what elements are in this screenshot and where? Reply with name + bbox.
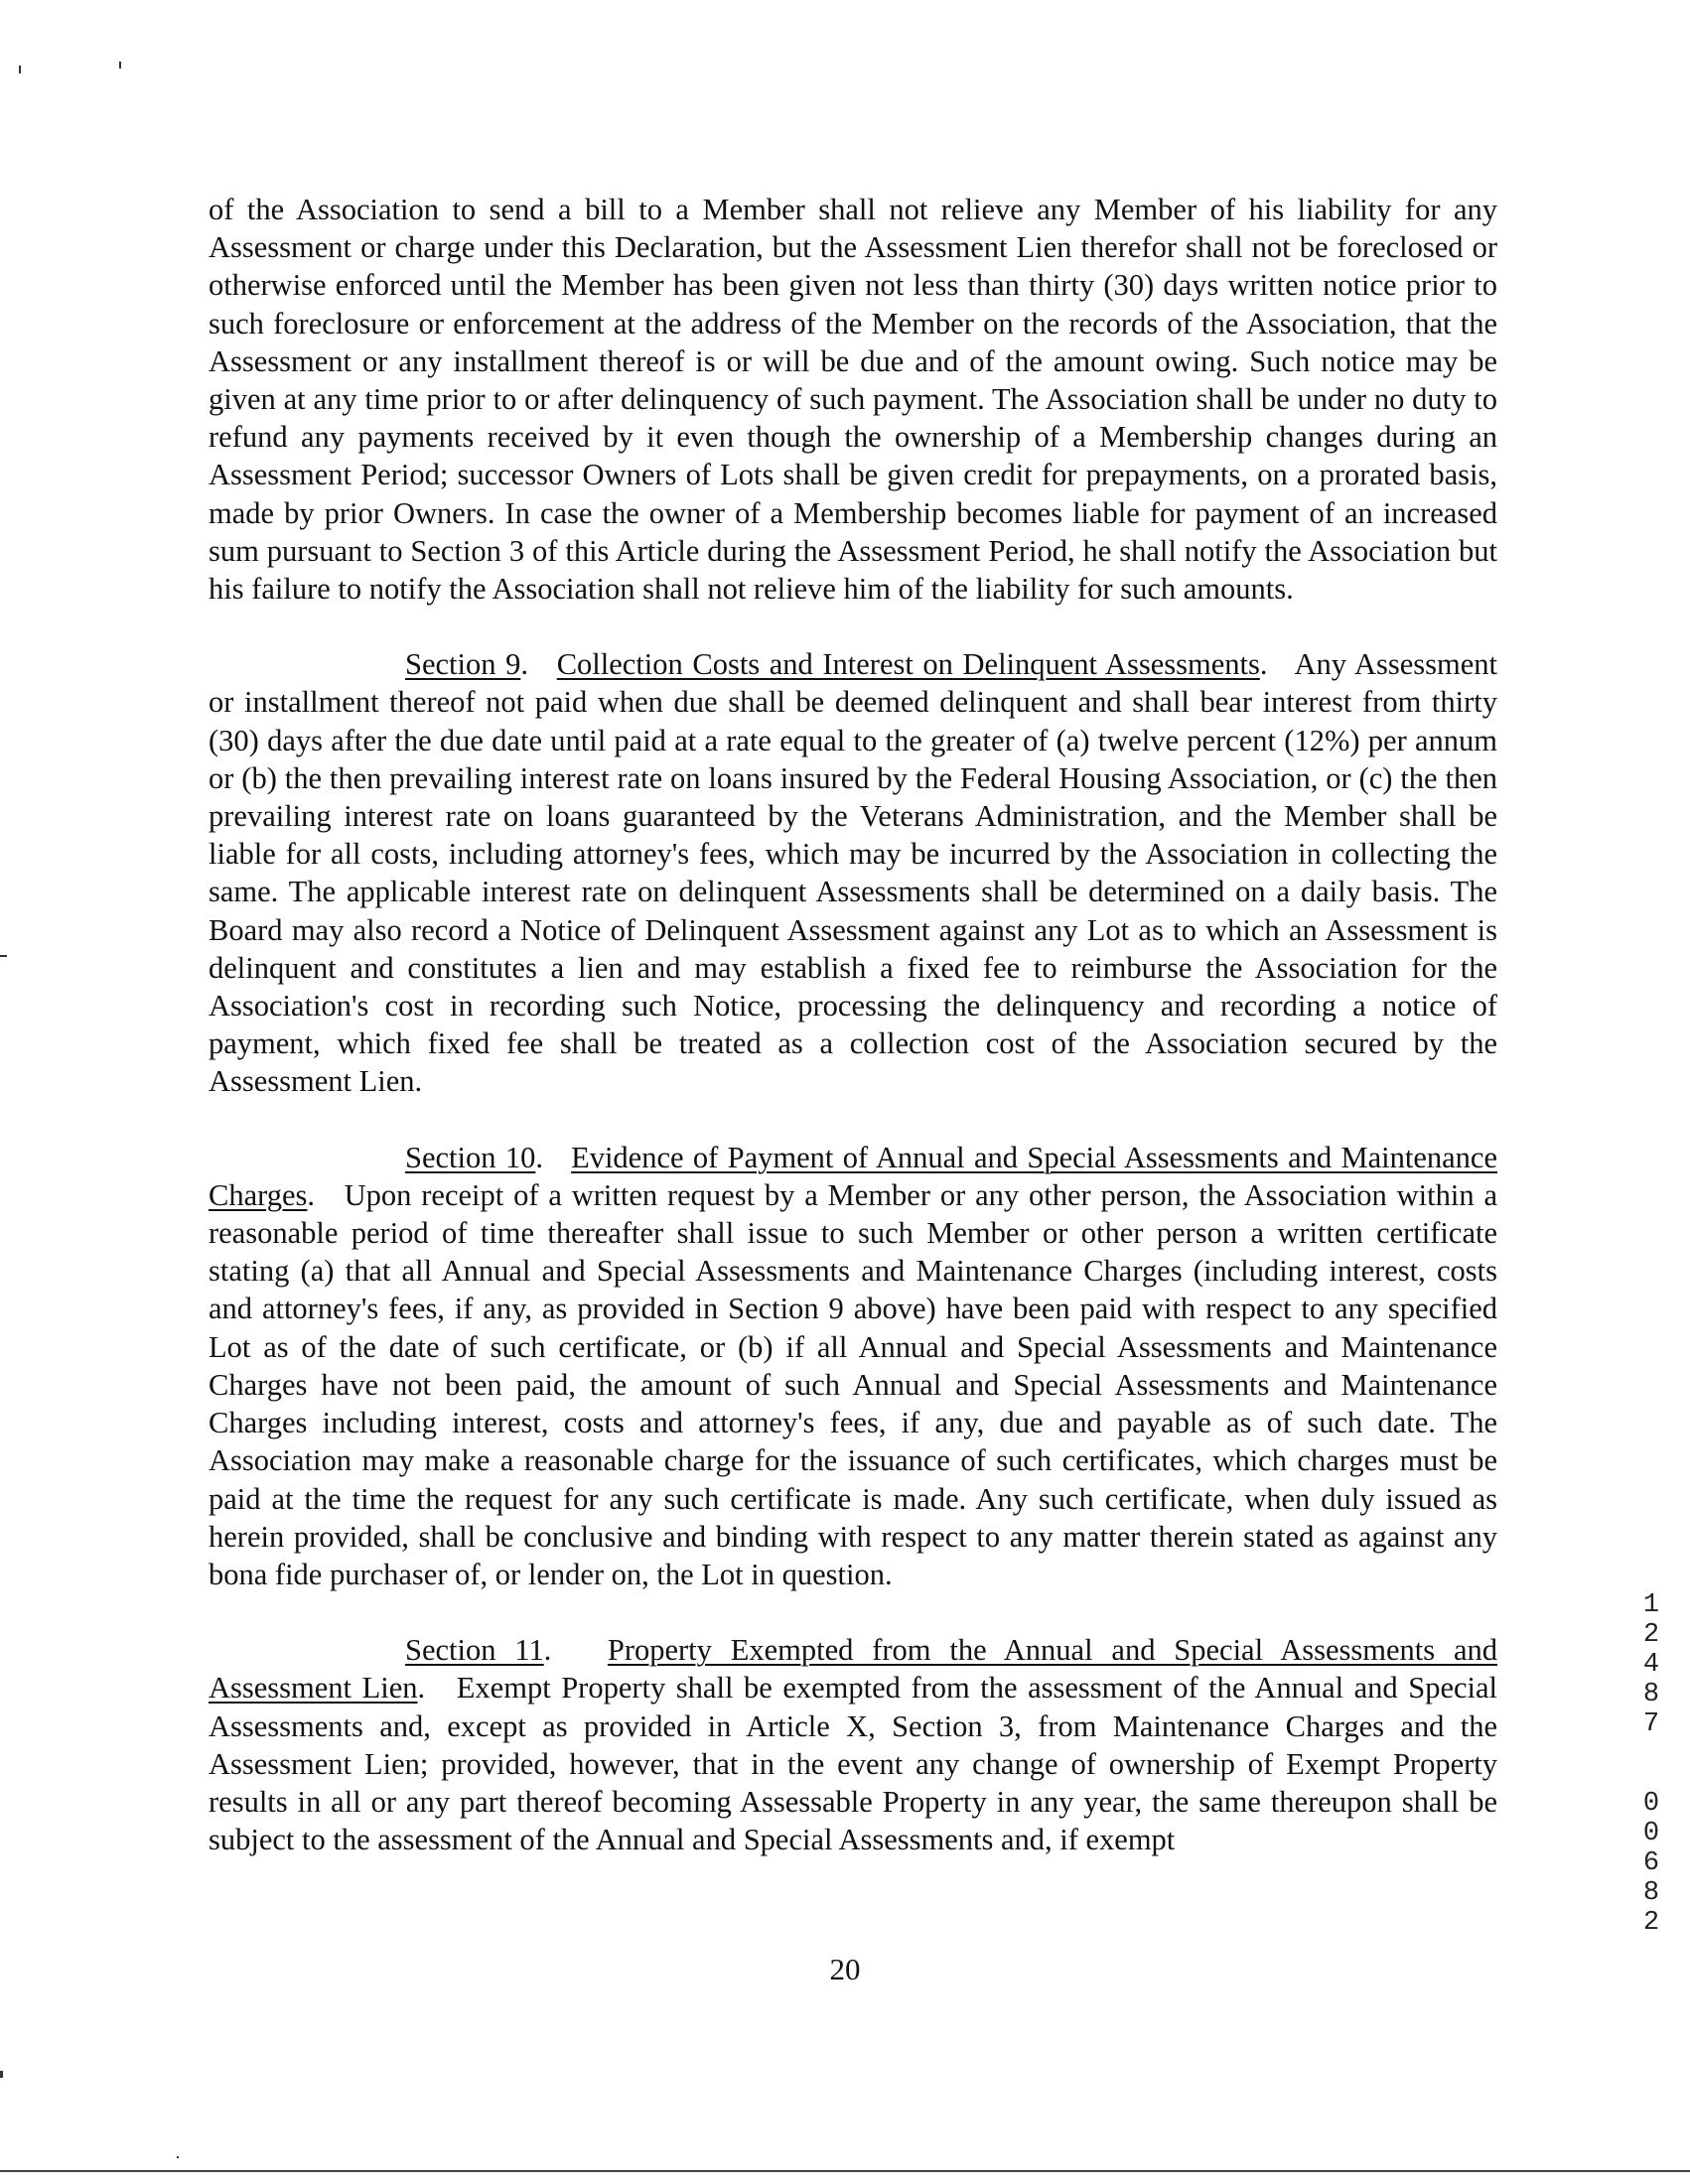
document-body [209,191,1497,1896]
section-label: Section 11 [405,1633,544,1668]
stamp-digit: 6 [1642,1848,1660,1878]
stamp-digit: 2 [1642,1908,1660,1938]
section-9-paragraph: Section 9. Collection Costs and Interest on Delinquent Assessments. Any Assessment or installment thereof not paid when due shall be deemed delinquent and shall bear interest from thirty (30) days after the due date until paid at a rate equal to the greater of (a) twelve percent (12%) per annum or (b) the then prevailing interest rate on loans insured by the Federal Housing Association, or (c) the then prevailing interest rate on loans guaranteed by the Veterans Administration, and the Member shall be liable for all costs, including attorney's fees, which may be incurred by the Association in collecting the same. The applicable interest rate on delinquent Assessments shall be determined on a daily basis. The Board may also record a Notice of Delinquent Assessment against any Lot as to which an Assessment is delinquent and constitutes a lien and may establish a fixed fee to reimburse the Association for the Association's cost in recording such Notice, processing the delinquency and recording a notice of payment, which fixed fee shall be treated as a collection cost of the Association secured by the Assessment Lien. [209,647,1497,1099]
stamp-digit: 2 [1642,1620,1660,1650]
scan-mark [0,2071,3,2078]
paragraph-text: Any Assessment or installment thereof not paid when due shall be deemed delinquent and shall bear interest from thirty (30) days after the due date until paid at a rate equal to the greater of (a) twelve percent (12%) per annum or (b) the then prevailing interest rate on loans insured by the Federal Housing Association, or (c) the then prevailing interest rate on loans guaranteed by the Veterans Administration, and the Member shall be liable for all costs, including attorney's fees, which may be incurred by the Association in collecting the same. The applicable interest rate on delinquent Assessments shall be determined on a daily basis. The Board may also record a Notice of Delinquent Assessment against any Lot as to which an Assessment is delinquent and constitutes a lien and may establish a fixed fee to reimburse the Association for the Association's cost in recording such Notice, processing the delinquency and recording a notice of payment, which fixed fee shall be treated as a collection cost of the Association secured by the Assessment Lien. [209,647,1497,1099]
page-bottom-edge [0,2170,1690,2172]
section-heading: Collection Costs and Interest on Delinquent Assessments [556,647,1260,682]
stamp-digit: 0 [1642,1819,1660,1848]
stamp-digit: 7 [1642,1709,1660,1739]
scan-mark [119,62,121,68]
scan-mark [0,955,7,957]
section-heading: Property Exempted from the Annual and Special Assessments and Assessment Lien [209,1633,1498,1706]
stamp-digit: 4 [1642,1650,1660,1680]
stamp-digit: 8 [1642,1878,1660,1908]
scan-mark [177,2156,179,2158]
section-heading: Evidence of Payment of Annual and Special Assessments and Maintenance Charges [209,1140,1498,1212]
section-label: Section 9 [405,647,521,682]
recording-stamp [1636,1590,1666,1938]
section-11-paragraph: Section 11. Property Exempted from the Annual and Special Assessments and Assessment Lien. Exempt Property shall be exempted from the assessment of the Annual and Special Assessments and, except as provided in Article X, Section 3, from Maintenance Charges and the Assessment Lien; provided, however, that in the event any change of ownership of Exempt Property results in all or any part thereof becoming Assessable Property in any year, the same thereupon shall be subject to the assessment of the Annual and Special Assessments and, if exempt [209,1633,1498,1857]
stamp-digit: 0 [1642,1789,1660,1819]
paragraph-text: Upon receipt of a written request by a Member or any other person, the Association within a reasonable period of time thereafter shall issue to such Member or other person a written certificate stating (a) that all Annual and Special Assessments and Maintenance Charges (including interest, costs and attorney's fees, if any, as provided in Section 9 above) have been paid with respect to any specified Lot as of the date of such certificate, or (b) if all Annual and Special Assessments and Maintenance Charges have not been paid, the amount of such Annual and Special Assessments and Maintenance Charges including interest, costs and attorney's fees, if any, due and payable as of such date. The Association may make a reasonable charge for the issuance of such certificates, which charges must be paid at the time the request for any such certificate is made. Any such certificate, when duly issued as herein provided, shall be conclusive and binding with respect to any matter therein stated as against any bona fide purchaser of, or lender on, the Lot in question. [209,1177,1497,1591]
paragraph-text: of the Association to send a bill to a Member shall not relieve any Member of his liability for any Assessment or charge under this Declaration, but the Assessment Lien therefor shall not be foreclosed or otherwise enforced until the Member has been given not less than thirty (30) days written notice prior to such foreclosure or enforcement at the address of the Member on the records of the Association, that the Assessment or any installment thereof is or will be due and of the amount owing. Such notice may be given at any time prior to or after delinquency of such payment. The Association shall be under no duty to refund any payments received by it even though the ownership of a Membership changes during an Assessment Period; successor Owners of Lots shall be given credit for prepayments, on a prorated basis, made by prior Owners. In case the owner of a Membership becomes liable for payment of an increased sum pursuant to Section 3 of this Article during the Assessment Period, he shall notify the Association but his failure to notify the Association shall not relieve him of the liability for such amounts. [209,193,1497,607]
continuation-paragraph [209,191,1497,608]
page-number: 20 [829,1952,861,1986]
stamp-digit: 8 [1642,1680,1660,1709]
paragraph-text: Exempt Property shall be exempted from the assessment of the Annual and Special Assessments and, except as provided in Article X, Section 3, from Maintenance Charges and the Assessment Lien; provided, however, that in the event any change of ownership of Exempt Property results in all or any part thereof becoming Assessable Property in any year, the same thereupon shall be subject to the assessment of the Annual and Special Assessments and, if exempt [209,1671,1498,1857]
stamp-digit: 1 [1642,1590,1660,1620]
section-label: Section 10 [405,1140,536,1174]
section-10-paragraph: Section 10. Evidence of Payment of Annual and Special Assessments and Maintenance Charges. Upon receipt of a written request by a Member or any other person, the Association within a reasonable period of time thereafter shall issue to such Member or other person a written certificate stating (a) that all Annual and Special Assessments and Maintenance Charges (including interest, costs and attorney's fees, if any, as provided in Section 9 above) have been paid with respect to any specified Lot as of the date of such certificate, or (b) if all Annual and Special Assessments and Maintenance Charges have not been paid, the amount of such Annual and Special Assessments and Maintenance Charges including interest, costs and attorney's fees, if any, due and payable as of such date. The Association may make a reasonable charge for the issuance of such certificates, which charges must be paid at the time the request for any such certificate is made. Any such certificate, when duly issued as herein provided, shall be conclusive and binding with respect to any matter therein stated as against any bona fide purchaser of, or lender on, the Lot in question. [209,1140,1498,1591]
scan-mark [19,66,21,73]
